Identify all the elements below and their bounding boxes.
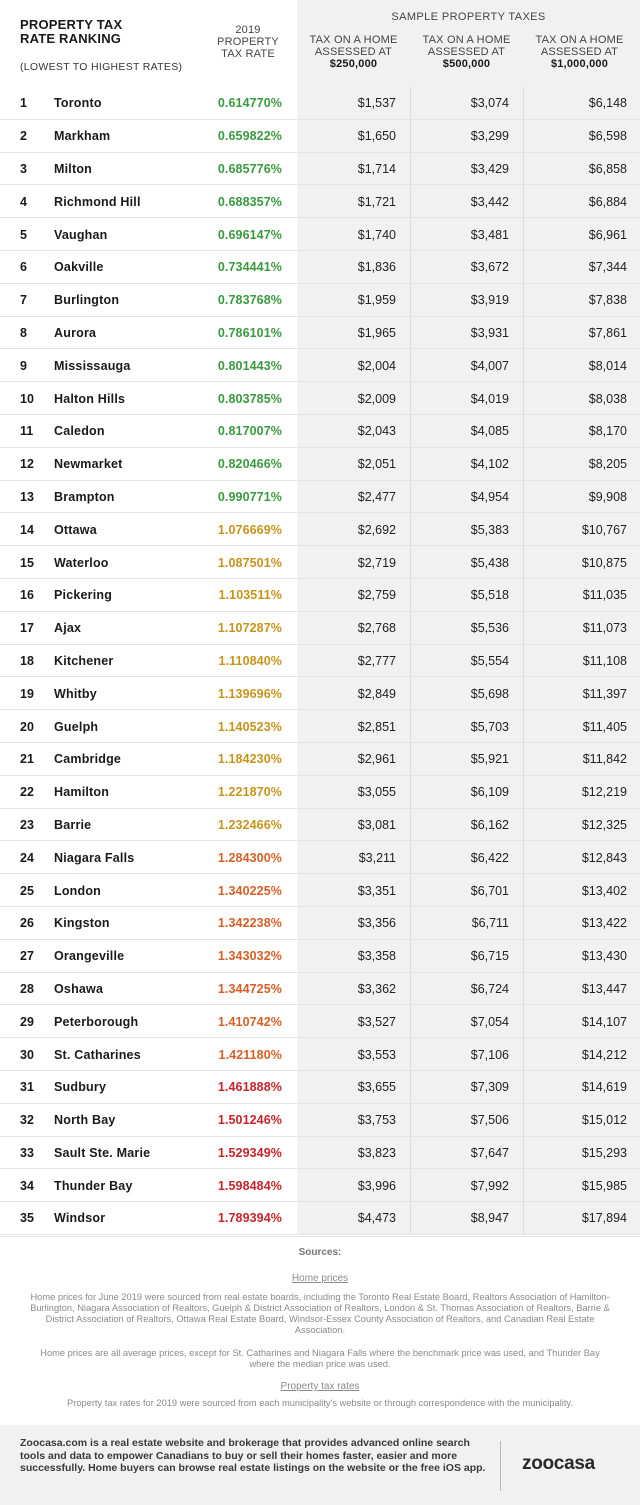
city-cell: Barrie (54, 817, 92, 832)
col-header-amount: $500,000 (442, 58, 491, 70)
ranking-title-line1: PROPERTY TAX (20, 17, 123, 32)
table-header (0, 0, 640, 87)
tax-250k-cell: $2,004 (357, 358, 396, 373)
city-cell: Waterloo (54, 555, 109, 570)
tax-250k-cell: $1,537 (357, 96, 396, 111)
tax-rates-text: Property tax rates for 2019 were sourced from each municipality's website or through correspondence with the municipality. (67, 1398, 573, 1408)
col-header-250k (297, 34, 410, 70)
tax-500k-cell: $7,992 (470, 1178, 509, 1193)
sources-section (0, 1236, 640, 1425)
tax-1m-cell: $15,012 (581, 1113, 627, 1128)
rate-cell: 0.614770% (217, 96, 282, 111)
rate-cell: 1.342238% (217, 916, 282, 931)
table-row (0, 1038, 640, 1071)
city-cell: Thunder Bay (54, 1178, 133, 1193)
rate-cell: 1.284300% (217, 850, 282, 865)
rank-cell: 17 (20, 621, 34, 636)
ranking-subtitle: (LOWEST TO HIGHEST RATES) (20, 61, 183, 73)
tax-rates-heading[interactable]: Property tax rates (280, 1381, 360, 1392)
rank-cell: 35 (20, 1211, 34, 1226)
table-row (0, 710, 640, 743)
tax-250k-cell: $3,362 (357, 981, 396, 996)
table-row (0, 776, 640, 809)
tax-1m-cell: $17,894 (581, 1211, 627, 1226)
city-cell: Kitchener (54, 653, 114, 668)
city-cell: Orangeville (54, 949, 125, 964)
sample-taxes-title: SAMPLE PROPERTY TAXES (391, 11, 546, 23)
rate-cell: 1.343032% (217, 949, 282, 964)
tax-500k-cell: $3,074 (470, 96, 509, 111)
tax-500k-cell: $3,429 (470, 161, 509, 176)
table-row (0, 218, 640, 251)
tax-500k-cell: $4,019 (470, 391, 509, 406)
ranking-title-line2: RATE RANKING (20, 31, 122, 46)
city-cell: Ottawa (54, 522, 97, 537)
tax-500k-cell: $3,931 (470, 325, 509, 340)
table-row (0, 87, 640, 120)
tax-500k-cell: $7,647 (470, 1145, 509, 1160)
tax-500k-cell: $6,715 (470, 949, 509, 964)
city-cell: Aurora (54, 325, 97, 340)
rank-cell: 19 (20, 686, 34, 701)
tax-500k-cell: $5,703 (470, 719, 509, 734)
tax-500k-cell: $6,724 (470, 981, 509, 996)
rank-cell: 30 (20, 1047, 34, 1062)
tax-1m-cell: $10,875 (581, 555, 627, 570)
rank-cell: 20 (20, 719, 34, 734)
tax-500k-cell: $3,442 (470, 194, 509, 209)
tax-1m-cell: $12,325 (581, 817, 627, 832)
rate-cell: 1.340225% (217, 883, 282, 898)
tax-250k-cell: $1,836 (357, 260, 396, 275)
table-row (0, 251, 640, 284)
tax-500k-cell: $6,162 (470, 817, 509, 832)
tax-250k-cell: $1,740 (357, 227, 396, 242)
city-cell: Hamilton (54, 785, 110, 800)
rank-cell: 4 (20, 194, 27, 209)
tax-1m-cell: $11,035 (582, 588, 627, 603)
col-header-amount: $1,000,000 (550, 58, 609, 70)
tax-1m-cell: $11,397 (582, 686, 627, 701)
tax-1m-cell: $6,858 (588, 161, 627, 176)
tax-250k-cell: $2,759 (357, 588, 396, 603)
tax-1m-cell: $8,014 (588, 358, 627, 373)
rate-cell: 0.659822% (217, 129, 282, 144)
tax-500k-cell: $4,102 (470, 457, 509, 472)
col-header-500k (410, 34, 523, 70)
footer (0, 1425, 640, 1505)
table-row (0, 284, 640, 317)
table-row (0, 317, 640, 350)
city-cell: Newmarket (54, 457, 123, 472)
tax-500k-cell: $3,672 (470, 260, 509, 275)
home-prices-text: Home prices for June 2019 were sourced from real estate boards, including the Toronto Real Estate Board, Realtors Association of Hamilton-Burlington, Niagara Association of Realtors, Guelph & District Association of Realtors, London & St. Thomas Association of Realtors, Barrie & District Association of Realtors, Ottawa Real Estate Board, Windsor-Essex County Association of Realtors, and Canadian Real Estate Association. (30, 1292, 610, 1335)
rate-cell: 1.232466% (217, 817, 282, 832)
city-cell: Oakville (54, 260, 104, 275)
zoocasa-logo: zoocasa (522, 1453, 595, 1474)
table-row (0, 743, 640, 776)
tax-250k-cell: $2,692 (357, 522, 396, 537)
ranking-title (20, 18, 122, 46)
tax-250k-cell: $3,211 (358, 850, 396, 865)
tax-250k-cell: $1,650 (357, 129, 396, 144)
city-cell: Milton (54, 161, 92, 176)
table-row (0, 382, 640, 415)
tax-250k-cell: $3,351 (357, 883, 396, 898)
rate-cell: 1.789394% (217, 1211, 282, 1226)
tax-1m-cell: $7,344 (588, 260, 627, 275)
tax-250k-cell: $3,358 (357, 949, 396, 964)
rank-cell: 5 (20, 227, 27, 242)
city-cell: Halton Hills (54, 391, 126, 406)
tax-1m-cell: $14,212 (581, 1047, 627, 1062)
city-cell: Niagara Falls (54, 850, 135, 865)
tax-1m-cell: $7,861 (588, 325, 627, 340)
city-cell: London (54, 883, 102, 898)
tax-250k-cell: $2,777 (357, 653, 396, 668)
col-header-1m (523, 34, 636, 70)
table-row (0, 677, 640, 710)
col-header-line1: TAX ON A HOME (422, 34, 511, 46)
tax-1m-cell: $11,108 (582, 653, 627, 668)
rank-cell: 1 (20, 96, 27, 111)
table-row (0, 415, 640, 448)
rank-cell: 34 (20, 1178, 34, 1193)
tax-250k-cell: $3,055 (357, 785, 396, 800)
tax-500k-cell: $6,109 (470, 785, 509, 800)
table-row (0, 973, 640, 1006)
city-cell: Windsor (54, 1211, 106, 1226)
tax-250k-cell: $3,823 (357, 1145, 396, 1160)
rate-cell: 1.110840% (218, 653, 282, 668)
rank-cell: 21 (20, 752, 34, 767)
tax-250k-cell: $3,553 (357, 1047, 396, 1062)
col-header-line2: ASSESSED AT (540, 46, 619, 58)
rate-header-line3: TAX RATE (221, 48, 275, 60)
city-cell: Markham (54, 129, 111, 144)
col-header-line1: TAX ON A HOME (309, 34, 398, 46)
tax-500k-cell: $5,518 (470, 588, 509, 603)
tax-500k-cell: $6,711 (471, 916, 509, 931)
rate-cell: 0.685776% (217, 161, 282, 176)
rate-cell: 0.696147% (217, 227, 282, 242)
rate-cell: 1.410742% (217, 1014, 282, 1029)
city-cell: Mississauga (54, 358, 131, 373)
table-row (0, 349, 640, 382)
table-row (0, 841, 640, 874)
city-cell: Sault Ste. Marie (54, 1145, 151, 1160)
home-prices-note: Home prices are all average prices, except for St. Catharines and Niagara Falls where the benchmark price was used, and Thunder Bay where the median price was used. (40, 1348, 600, 1369)
rate-cell: 1.103511% (218, 588, 282, 603)
city-cell: Cambridge (54, 752, 122, 767)
tax-500k-cell: $4,954 (470, 489, 509, 504)
rank-cell: 33 (20, 1145, 34, 1160)
rank-cell: 32 (20, 1113, 34, 1128)
tax-1m-cell: $7,838 (588, 293, 627, 308)
row-divider (0, 1234, 640, 1235)
tax-1m-cell: $8,205 (588, 457, 627, 472)
col-header-line1: TAX ON A HOME (535, 34, 624, 46)
tax-1m-cell: $13,447 (581, 981, 627, 996)
table-row (0, 1169, 640, 1202)
rate-cell: 1.461888% (217, 1080, 282, 1095)
city-cell: Whitby (54, 686, 97, 701)
city-cell: Caledon (54, 424, 105, 439)
rate-cell: 0.783768% (217, 293, 282, 308)
tax-500k-cell: $7,054 (470, 1014, 509, 1029)
rank-cell: 2 (20, 129, 27, 144)
table-row (0, 1104, 640, 1137)
rate-cell: 0.820466% (217, 457, 282, 472)
rate-cell: 1.344725% (217, 981, 282, 996)
rate-cell: 0.786101% (217, 325, 282, 340)
city-cell: St. Catharines (54, 1047, 141, 1062)
rank-cell: 16 (20, 588, 34, 603)
rate-cell: 0.734441% (217, 260, 282, 275)
table-row (0, 809, 640, 842)
rank-cell: 8 (20, 325, 27, 340)
rate-cell: 1.139696% (217, 686, 282, 701)
tax-250k-cell: $2,961 (357, 752, 396, 767)
rate-cell: 1.087501% (217, 555, 282, 570)
rate-cell: 1.598484% (217, 1178, 282, 1193)
tax-1m-cell: $6,884 (588, 194, 627, 209)
tax-500k-cell: $3,481 (470, 227, 509, 242)
table-row (0, 448, 640, 481)
rate-cell: 1.421180% (218, 1047, 282, 1062)
city-cell: Pickering (54, 588, 113, 603)
city-cell: Sudbury (54, 1080, 107, 1095)
rate-cell: 1.501246% (217, 1113, 282, 1128)
table-row (0, 1137, 640, 1170)
city-cell: Vaughan (54, 227, 108, 242)
rank-cell: 18 (20, 653, 34, 668)
rate-cell: 0.990771% (217, 489, 282, 504)
rank-cell: 26 (20, 916, 34, 931)
tax-1m-cell: $15,293 (581, 1145, 627, 1160)
footer-description: Zoocasa.com is a real estate website and brokerage that provides advanced online search tools and data to empower Canadians to buy or sell their homes faster, easier and more successfully. Home buyers can browse real estate listings on the website or the free iOS app. (20, 1437, 486, 1474)
rank-cell: 24 (20, 850, 34, 865)
tax-1m-cell: $11,405 (582, 719, 627, 734)
tax-250k-cell: $2,849 (357, 686, 396, 701)
table-row (0, 185, 640, 218)
city-cell: Guelph (54, 719, 99, 734)
tax-500k-cell: $4,085 (470, 424, 509, 439)
tax-500k-cell: $5,383 (470, 522, 509, 537)
table-row (0, 546, 640, 579)
tax-500k-cell: $8,947 (470, 1211, 509, 1226)
tax-1m-cell: $14,107 (581, 1014, 627, 1029)
table-row (0, 612, 640, 645)
tax-500k-cell: $5,438 (470, 555, 509, 570)
tax-250k-cell: $3,081 (357, 817, 396, 832)
tax-500k-cell: $3,299 (470, 129, 509, 144)
rank-cell: 23 (20, 817, 34, 832)
table-row (0, 940, 640, 973)
tax-250k-cell: $2,009 (357, 391, 396, 406)
tax-500k-cell: $5,554 (470, 653, 509, 668)
tax-500k-cell: $7,106 (470, 1047, 509, 1062)
tax-250k-cell: $3,356 (357, 916, 396, 931)
rank-cell: 13 (20, 489, 34, 504)
tax-250k-cell: $3,996 (357, 1178, 396, 1193)
rank-cell: 27 (20, 949, 34, 964)
rate-cell: 0.803785% (217, 391, 282, 406)
tax-1m-cell: $15,985 (581, 1178, 627, 1193)
tax-250k-cell: $2,051 (357, 457, 396, 472)
table-row (0, 579, 640, 612)
tax-500k-cell: $5,698 (470, 686, 509, 701)
rate-cell: 1.529349% (217, 1145, 282, 1160)
rate-cell: 0.817007% (217, 424, 282, 439)
rank-cell: 14 (20, 522, 34, 537)
tax-1m-cell: $8,170 (588, 424, 627, 439)
col-header-amount: $250,000 (329, 58, 378, 70)
tax-250k-cell: $1,959 (357, 293, 396, 308)
rank-cell: 15 (20, 555, 34, 570)
tax-1m-cell: $13,422 (581, 916, 627, 931)
city-cell: Oshawa (54, 981, 104, 996)
rank-cell: 10 (20, 391, 34, 406)
city-cell: Ajax (54, 621, 82, 636)
table-row (0, 120, 640, 153)
rate-cell: 0.688357% (217, 194, 282, 209)
sources-title: Sources: (298, 1247, 342, 1258)
table-row (0, 1005, 640, 1038)
rate-cell: 1.076669% (217, 522, 282, 537)
tax-1m-cell: $10,767 (581, 522, 627, 537)
rank-cell: 7 (20, 293, 27, 308)
rank-cell: 25 (20, 883, 34, 898)
tax-250k-cell: $3,655 (357, 1080, 396, 1095)
tax-500k-cell: $7,309 (470, 1080, 509, 1095)
tax-1m-cell: $8,038 (588, 391, 627, 406)
tax-1m-cell: $13,402 (581, 883, 627, 898)
rate-header-line1: 2019 (235, 24, 261, 36)
rank-cell: 3 (20, 161, 27, 176)
tax-250k-cell: $2,043 (357, 424, 396, 439)
table-row (0, 1071, 640, 1104)
tax-1m-cell: $6,148 (588, 96, 627, 111)
table-row (0, 513, 640, 546)
city-cell: North Bay (54, 1113, 116, 1128)
rate-cell: 0.801443% (217, 358, 282, 373)
rank-cell: 6 (20, 260, 27, 275)
tax-250k-cell: $4,473 (357, 1211, 396, 1226)
tax-500k-cell: $6,701 (470, 883, 509, 898)
col-header-line2: ASSESSED AT (314, 46, 393, 58)
tax-250k-cell: $2,719 (357, 555, 396, 570)
ranking-table (0, 87, 640, 1235)
tax-500k-cell: $6,422 (470, 850, 509, 865)
tax-1m-cell: $12,219 (581, 785, 627, 800)
rank-cell: 28 (20, 981, 34, 996)
tax-250k-cell: $3,753 (357, 1113, 396, 1128)
table-row (0, 645, 640, 678)
city-cell: Kingston (54, 916, 110, 931)
table-row (0, 153, 640, 186)
tax-1m-cell: $6,598 (588, 129, 627, 144)
tax-1m-cell: $14,619 (581, 1080, 627, 1095)
rank-cell: 9 (20, 358, 27, 373)
col-header-line2: ASSESSED AT (427, 46, 506, 58)
rate-cell: 1.221870% (217, 785, 282, 800)
table-row (0, 481, 640, 514)
rate-cell: 1.184230% (217, 752, 282, 767)
tax-1m-cell: $12,843 (581, 850, 627, 865)
tax-250k-cell: $1,965 (357, 325, 396, 340)
tax-250k-cell: $1,714 (357, 161, 396, 176)
rate-cell: 1.140523% (217, 719, 282, 734)
city-cell: Burlington (54, 293, 120, 308)
tax-1m-cell: $6,961 (588, 227, 627, 242)
rank-cell: 11 (20, 424, 34, 439)
rank-cell: 31 (20, 1080, 34, 1095)
rate-cell: 1.107287% (217, 621, 282, 636)
tax-500k-cell: $5,921 (470, 752, 509, 767)
table-row (0, 874, 640, 907)
city-cell: Toronto (54, 96, 102, 111)
rate-column-header (208, 24, 288, 60)
tax-1m-cell: $11,073 (582, 621, 627, 636)
tax-1m-cell: $9,908 (588, 489, 627, 504)
tax-500k-cell: $3,919 (470, 293, 509, 308)
tax-250k-cell: $3,527 (357, 1014, 396, 1029)
tax-500k-cell: $4,007 (470, 358, 509, 373)
footer-divider (500, 1441, 501, 1491)
city-cell: Brampton (54, 489, 115, 504)
city-cell: Peterborough (54, 1014, 139, 1029)
rank-cell: 22 (20, 785, 34, 800)
tax-1m-cell: $11,842 (582, 752, 627, 767)
rate-header-line2: PROPERTY (217, 36, 279, 48)
rank-cell: 29 (20, 1014, 34, 1029)
home-prices-heading[interactable]: Home prices (291, 1273, 349, 1284)
tax-500k-cell: $5,536 (470, 621, 509, 636)
tax-500k-cell: $7,506 (470, 1113, 509, 1128)
tax-1m-cell: $13,430 (581, 949, 627, 964)
table-row (0, 1202, 640, 1235)
tax-250k-cell: $2,477 (357, 489, 396, 504)
table-row (0, 907, 640, 940)
city-cell: Richmond Hill (54, 194, 141, 209)
tax-250k-cell: $1,721 (357, 194, 396, 209)
rank-cell: 12 (20, 457, 34, 472)
tax-250k-cell: $2,851 (357, 719, 396, 734)
tax-250k-cell: $2,768 (357, 621, 396, 636)
